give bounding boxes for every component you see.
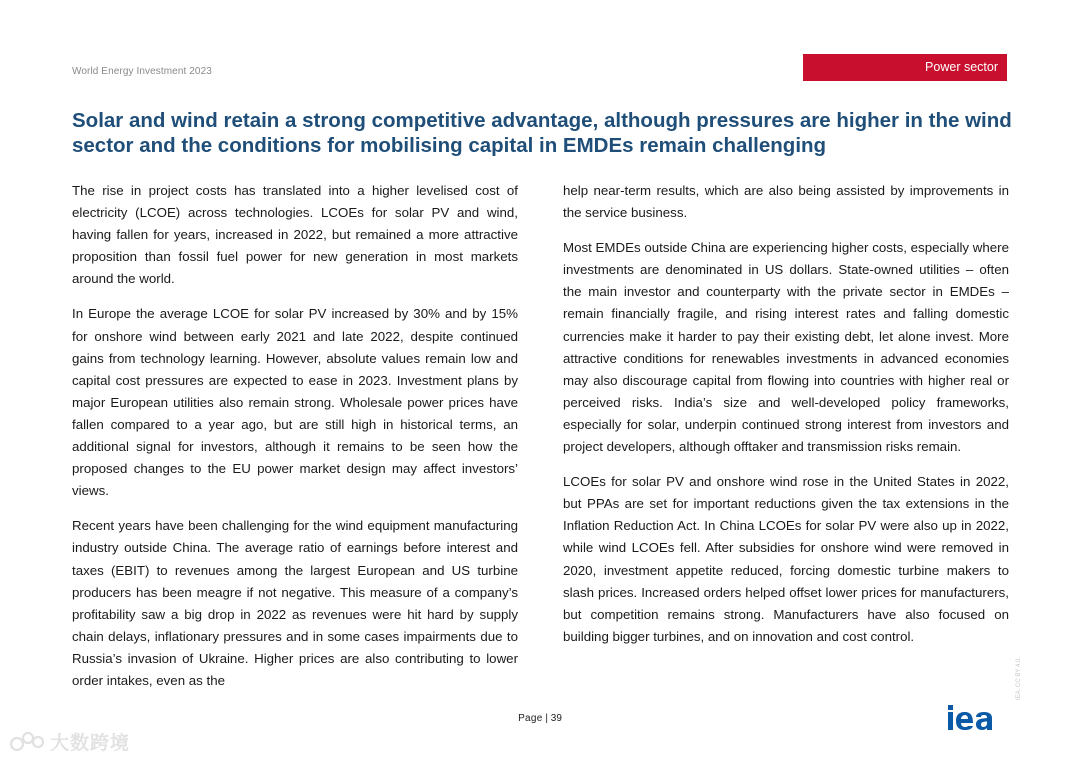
- page-label: Page: [518, 713, 543, 724]
- paragraph: Recent years have been challenging for the wind equipment manufacturing industry outside China. The average ratio of earnings before interest and taxes (EBIT) to revenues among the largest European and US turbine producers has been meagre if not negative. This measure of a company’s profitability saw a big drop in 2022 as revenues were hit hard by supply chain delays, inflationary pressures and in some cases impairments due to Russia’s invasion of Ukraine. Higher prices are also contributing to lower order intakes, even as the: [72, 518, 518, 688]
- watermark-logo-icon: [8, 729, 46, 755]
- watermark-text: 大数跨境: [50, 732, 131, 754]
- section-tab: Power sector: [803, 54, 1007, 81]
- paragraph: Most EMDEs outside China are experiencing higher costs, especially where investments are denominated in US dollars. State-owned utilities – often the main investor and counterparty with the private sector in EMDEs – remain financially fragile, and rising interest rates and falling domestic currencies make it harder to pay their existing debt, let alone invest. More attractive conditions for renewables investments in advanced economies may also discourage capital from flowing into countries with higher real or perceived risks. India’s size and well-developed policy frameworks, especially for solar, underpin continued strong interest from investors and project developers, although offtaker and transmission risks remain.: [563, 240, 1009, 455]
- iea-logo: [946, 702, 1010, 732]
- report-title: World Energy Investment 2023: [72, 66, 212, 77]
- page-title: Solar and wind retain a strong competitive advantage, although pressures are higher in the wind sector and the conditions for mobilising capital in EMDEs remain challenging: [72, 109, 1012, 157]
- watermark: [8, 728, 130, 755]
- paragraph: The rise in project costs has translated into a higher levelised cost of electricity (LCOE) across technologies. LCOEs for solar PV and wind, having fallen for years, increased in 2022, but remained a more attractive proposition than fossil fuel power for new generation in most markets around the world.: [72, 183, 518, 287]
- left-column: [72, 180, 518, 705]
- license-note: IEA. CC BY 4.0.: [1016, 657, 1022, 700]
- paragraph: help near-term results, which are also being assisted by improvements in the service business.: [563, 183, 1009, 221]
- page-number: [500, 713, 580, 724]
- paragraph: LCOEs for solar PV and onshore wind rose in the United States in 2022, but PPAs are set for important reductions given the tax extensions in the Inflation Reduction Act. In China LCOEs for solar PV were also up in 2022, while wind LCOEs fell. After subsidies for onshore wind were removed in 2020, investment appetite reduced, forcing domestic turbine makers to slash prices. Increased orders helped offset lower prices for manufacturers, but competition remains strong. Manufacturers have also focused on building bigger turbines, and on innovation and cost control.: [563, 474, 1009, 644]
- page-number-value: | 39: [545, 713, 562, 724]
- right-column: [563, 180, 1009, 661]
- paragraph: In Europe the average LCOE for solar PV increased by 30% and by 15% for onshore wind between early 2021 and late 2022, despite continued gains from technology learning. However, absolute values remain low and capital cost pressures are expected to ease in 2023. Investment plans by major European utilities also remain strong. Wholesale power prices have fallen compared to a year ago, but are still high in historical terms, an additional signal for investors, although it remains to be seen how the proposed changes to the EU power market design may affect investors’ views.: [72, 306, 518, 499]
